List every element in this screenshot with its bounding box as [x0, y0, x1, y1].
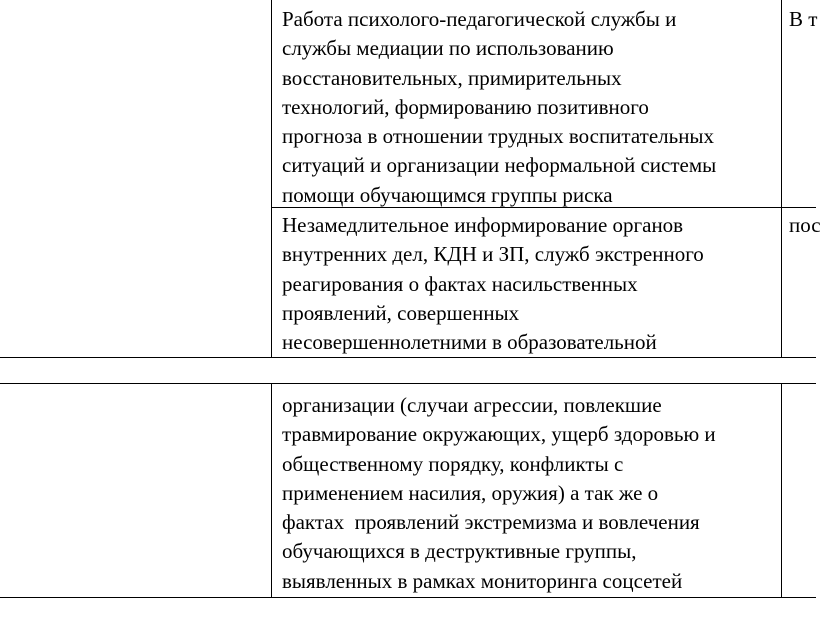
timing-text: В т — [789, 7, 818, 31]
cell-line: фактах проявлений экстремизма и вовлечения — [282, 510, 700, 535]
table-bottom-border-bottom — [0, 597, 816, 598]
cell-line: восстановительных, примирительных — [282, 65, 622, 90]
table-row — [282, 5, 777, 210]
table-bottom-border-top — [0, 383, 816, 384]
cell-line: внутренних дел, КДН и ЗП, служб экстренного — [282, 242, 704, 267]
timing-cell — [789, 211, 821, 240]
cell-line: прогноза в отношении трудных воспитательных — [282, 124, 715, 149]
timing-cell — [789, 5, 816, 34]
cell-line: несовершеннолетними в образовательной — [282, 330, 657, 355]
cell-line: организации (случаи агрессии, повлекшие — [282, 393, 662, 417]
table-top-border-middle — [781, 0, 782, 358]
timing-cell — [789, 391, 816, 420]
cell-line: общественному порядку, конфликты с — [282, 451, 624, 476]
table-bottom-border-middle — [781, 383, 782, 598]
cell-line: применением насилия, оружия) а так же о — [282, 480, 659, 505]
table-row — [282, 211, 777, 357]
cell-line: выявленных в рамках мониторинга соцсетей — [282, 568, 683, 593]
cell-line: проявлений, совершенных — [282, 300, 520, 325]
cell-line: травмирование окружающих, ущерб здоровью и — [282, 422, 716, 447]
table-top-border-left — [271, 0, 272, 358]
cell-line: Незамедлительное информирование органов — [282, 213, 684, 237]
table-row — [282, 391, 777, 596]
table-bottom-border-left — [271, 383, 272, 598]
cell-line: ситуаций и организации неформальной системы — [282, 153, 717, 178]
cell-line: реагирования о фактах насильственных — [282, 271, 638, 296]
cell-line: технологий, формированию позитивного — [282, 94, 649, 119]
cell-line: Работа психолого-педагогической службы и — [282, 7, 677, 31]
cell-line: службы медиации по использованию — [282, 36, 614, 61]
timing-text — [789, 391, 816, 420]
timing-text: пос — [789, 213, 821, 237]
cell-line: обучающихся в деструктивные группы, — [282, 539, 637, 564]
cell-line: помощи обучающимся группы риска — [282, 182, 613, 207]
